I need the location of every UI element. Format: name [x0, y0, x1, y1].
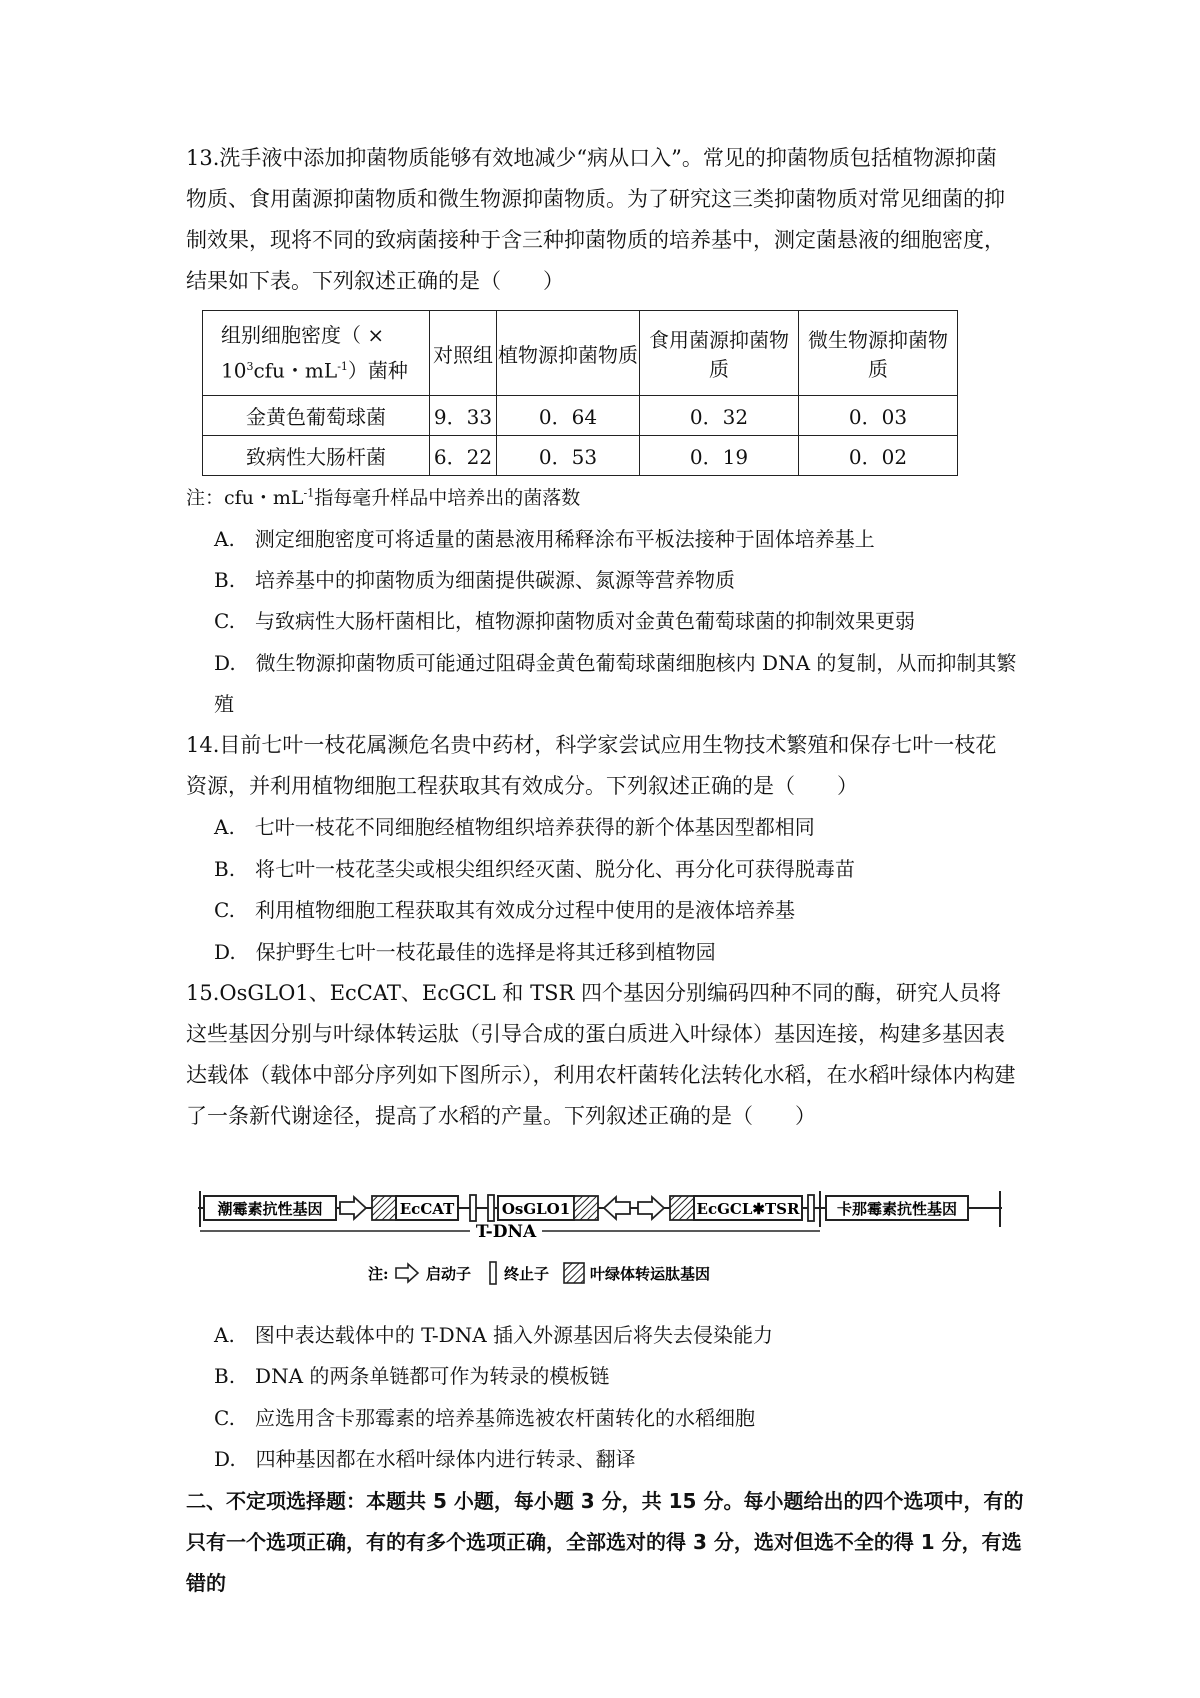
table-row	[203, 436, 958, 476]
gene-ecCAT	[396, 1196, 458, 1220]
q13-option-d: D. 微生物源抑菌物质可能通过阻碍金黄色葡萄球菌细胞核内 DNA 的复制，从而抑制其繁	[214, 651, 1017, 675]
transit-peptide-icon	[574, 1196, 598, 1220]
table-row	[203, 396, 958, 436]
svg-text:叶绿体转运肽基因: 叶绿体转运肽基因	[590, 1265, 711, 1283]
q14-stem: 14.目前七叶一枝花属濒危名贵中药材，科学家尝试应用生物技术繁殖和保存七叶一枝花资源，并利用植物细胞工程获取其有效成分。下列叙述正确的是（ ）	[186, 733, 997, 798]
table-row-label: 致病性大肠杆菌	[203, 436, 430, 476]
terminator-icon	[490, 1262, 496, 1284]
table-cell: 0．03	[799, 396, 958, 436]
terminator-icon	[488, 1195, 494, 1221]
table-header-row	[203, 311, 958, 396]
svg-text:终止子: 终止子	[504, 1265, 550, 1283]
table-header: 食用菌源抑菌物质	[640, 311, 799, 396]
q14-option-b: B. 将七叶一枝花茎尖或根尖组织经灭菌、脱分化、再分化可获得脱毒苗	[214, 857, 856, 881]
table-cell: 0．53	[497, 436, 640, 476]
transit-peptide-icon	[564, 1263, 584, 1283]
table-header: 植物源抑菌物质	[497, 311, 640, 396]
gene-ecGCL-tsr	[694, 1196, 802, 1220]
left-resistance-gene	[204, 1196, 336, 1220]
svg-text:启动子: 启动子	[426, 1265, 472, 1283]
terminator-icon	[470, 1195, 476, 1221]
promoter-icon	[340, 1197, 366, 1219]
tdna-label: T-DNA	[475, 1222, 537, 1242]
q13-option-d-cont: 殖	[214, 692, 234, 716]
q15-option-b: B. DNA 的两条单链都可作为转录的模板链	[214, 1364, 610, 1388]
q15-option-a: A. 图中表达载体中的 T-DNA 插入外源基因后将失去侵染能力	[214, 1323, 774, 1347]
note-suffix: 指每毫升样品中培养出的菌落数	[314, 487, 581, 509]
right-resistance-gene	[826, 1196, 968, 1220]
q14-option-d: D. 保护野生七叶一枝花最佳的选择是将其迁移到植物园	[214, 940, 716, 964]
promoter-icon	[638, 1197, 664, 1219]
gene-osGLO1	[498, 1196, 574, 1220]
note-prefix: 注：cfu・mL	[186, 487, 304, 509]
q13-stem: 13.洗手液中添加抑菌物质能够有效地减少“病从口入”。常见的抑菌物质包括植物源抑菌物质、食用菌源抑菌物质和微生物源抑菌物质。为了研究这三类抑菌物质对常见细菌的抑制效果，现将不同的致病菌接种于含三种抑菌物质的培养基中，测定菌悬液的细胞密度，结果如下表。下列叙述正确的是（ ）	[186, 146, 1005, 293]
corner-sup: 3	[246, 360, 254, 374]
svg-text:卡那霉素抗性基因: 卡那霉素抗性基因	[836, 1200, 958, 1218]
table-header: 微生物源抑菌物质	[799, 311, 958, 396]
legend	[368, 1262, 710, 1284]
table-note	[186, 483, 580, 510]
table-cell: 0．19	[640, 436, 799, 476]
q13-table	[202, 310, 958, 476]
corner-sup2: -1	[337, 360, 348, 374]
q13-option-c: C. 与致病性大肠杆菌相比，植物源抑菌物质对金黄色葡萄球菌的抑制效果更弱	[214, 609, 915, 633]
table-cell: 6．22	[430, 436, 497, 476]
terminator-icon	[808, 1195, 814, 1221]
promoter-reverse-icon	[604, 1197, 630, 1219]
note-sup: -1	[303, 486, 315, 500]
q14-option-c: C. 利用植物细胞工程获取其有效成分过程中使用的是液体培养基	[214, 898, 795, 922]
corner-unit: cfu・mL	[253, 358, 338, 383]
transit-peptide-icon	[372, 1196, 396, 1220]
q15-option-c: C. 应选用含卡那霉素的培养基筛选被农杆菌转化的水稻细胞	[214, 1406, 755, 1430]
promoter-icon	[396, 1264, 418, 1282]
table-cell: 0．32	[640, 396, 799, 436]
table-corner-cell	[203, 311, 430, 396]
q13-option-a: A. 测定细胞密度可将适量的菌悬液用稀释涂布平板法接种于固体培养基上	[214, 527, 875, 551]
svg-text:潮霉素抗性基因: 潮霉素抗性基因	[217, 1200, 323, 1218]
corner-line1: 组别细胞密度（ ×	[221, 323, 385, 348]
svg-text:EcCAT: EcCAT	[399, 1200, 455, 1218]
svg-text:OsGLO1: OsGLO1	[501, 1200, 571, 1218]
transit-peptide-icon	[670, 1196, 694, 1220]
q13-option-b: B. 培养基中的抑菌物质为细菌提供碳源、氮源等营养物质	[214, 568, 736, 592]
q14-option-a: A. 七叶一枝花不同细胞经植物组织培养获得的新个体基因型都相同	[214, 815, 815, 839]
table-cell: 0．02	[799, 436, 958, 476]
table-cell: 0．64	[497, 396, 640, 436]
q15-stem: 15.OsGLO1、EcCAT、EcGCL 和 TSR 四个基因分别编码四种不同的酶，研究人员将这些基因分别与叶绿体转运肽（引导合成的蛋白质进入叶绿体）基因连接，构建多基因表达载体（载体中部分序列如下图所示），利用农杆菌转化法转化水稻，在水稻叶绿体内构建了一条新代谢途径，提高了水稻的产量。下列叙述正确的是（ ）	[186, 981, 1016, 1128]
svg-text:注:: 注:	[368, 1265, 389, 1283]
table-row-label: 金黄色葡萄球菌	[203, 396, 430, 436]
corner-end: ）菌种	[347, 358, 408, 383]
q15-option-d: D. 四种基因都在水稻叶绿体内进行转录、翻译	[214, 1447, 636, 1471]
table-header: 对照组	[430, 311, 497, 396]
svg-text:EcGCL✱TSR: EcGCL✱TSR	[696, 1200, 800, 1218]
table-cell: 9．33	[430, 396, 497, 436]
corner-base: 10	[221, 358, 247, 383]
section2-instructions: 二、不定项选择题：本题共 5 小题，每小题 3 分，共 15 分。每小题给出的四个选项中，有的只有一个选项正确，有的有多个选项正确，全部选对的得 3 分，选对但选不全的得 1 分，有选错的	[186, 1489, 1024, 1595]
vector-diagram	[190, 1185, 1010, 1305]
